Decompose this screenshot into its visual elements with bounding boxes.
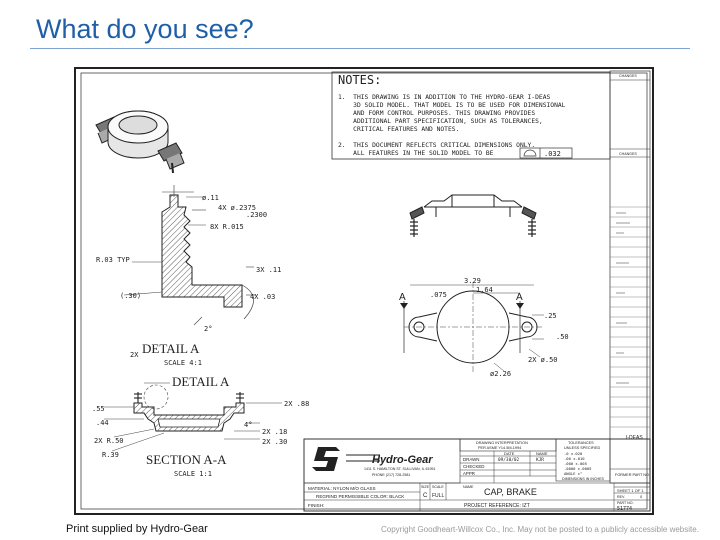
changes-label-top: CHANGES xyxy=(619,74,637,78)
dim-height-25: .25 xyxy=(544,312,557,320)
dim-width-329: 3.29 xyxy=(464,277,481,285)
print-credit: Print supplied by Hydro-Gear xyxy=(66,523,208,535)
section-title: SECTION A-A xyxy=(146,452,227,467)
tolerances-line-1: TOLERANCES xyxy=(568,441,594,445)
detail-a-title: DETAIL A xyxy=(142,341,200,356)
size-label: SIZE xyxy=(421,485,429,489)
notes-line-4: ADDITIONAL PART SPECIFICATION, SUCH AS TOLERANCES, xyxy=(338,118,543,125)
tolerances-line-2: UNLESS SPECIFIED xyxy=(564,446,601,450)
rev-label: REV. xyxy=(617,495,626,499)
scale-value: FULL xyxy=(432,493,445,499)
date-label: DATE xyxy=(504,451,515,456)
dim-four-x-03: 4X .03 xyxy=(250,293,276,301)
rev-value: 0 xyxy=(640,494,643,499)
checked-label: CHECKED xyxy=(463,464,485,469)
former-part-label: FORMER PART NO. xyxy=(615,473,651,477)
dim-radius-015: 8X R.015 xyxy=(210,223,244,231)
notes-line-2: 3D SOLID MODEL. THAT MODEL IS TO BE USED FOR DIMENSIONAL xyxy=(338,102,566,109)
dim-d44: .44 xyxy=(96,419,109,427)
slide-title: What do you see? xyxy=(36,14,254,44)
appr-label: APPR xyxy=(463,471,475,476)
dim-ang4: 4° xyxy=(244,421,253,429)
section-label-left: A xyxy=(399,292,406,303)
dim-ref-30: (.30) xyxy=(120,292,142,300)
dim-dia-2375: 4X ø.2375 xyxy=(218,204,256,212)
dim-offset-075: .075 xyxy=(430,291,447,299)
company-name: Hydro-Gear xyxy=(372,454,433,466)
material-text: MATERIAL: NYLON M/O GLASS xyxy=(308,486,376,491)
dim-d55: .55 xyxy=(92,405,105,413)
notes-heading: NOTES: xyxy=(338,73,382,87)
section-detail-callout: DETAIL A xyxy=(172,374,230,389)
dims-in-inches: DIMENSIONS IN INCHES xyxy=(562,477,604,481)
size-value: C xyxy=(423,493,428,499)
notes-line-3: AND FORM CONTROL PURPOSES. THIS DRAWING PROVIDES xyxy=(338,110,536,117)
detail-a-scale: SCALE 4:1 xyxy=(164,359,202,367)
part-no: 51774 xyxy=(617,506,633,512)
interpretation-line-2: PER ASME Y14.5M-1994 xyxy=(478,446,522,450)
drawn-date: 09/30/02 xyxy=(498,458,520,463)
dim-three-x-11: 3X .11 xyxy=(256,266,282,274)
dim-dia-2300: .2300 xyxy=(246,211,268,219)
dim-r50: 2X R.50 xyxy=(94,437,124,445)
engineering-drawing xyxy=(74,67,654,515)
notes-line-1: 1. THIS DRAWING IS IN ADDITION TO THE HYDRO-GEAR I-DEAS xyxy=(338,94,551,101)
interpretation-line-1: DRAWING INTERPRETATION xyxy=(476,441,528,445)
notes-line-6: 2. THIS DOCUMENT REFLECTS CRITICAL DIMENSIONS ONLY. xyxy=(338,142,536,149)
scale-label: SCALE xyxy=(432,485,444,489)
company-address-1: 1411 S. HAMILTON ST. SULLIVAN, IL 61951 xyxy=(364,467,436,471)
sheet-label: SHEET 1 OF 1 xyxy=(617,488,644,493)
dim-r39: R.39 xyxy=(102,451,119,459)
tolerance-row-3: .000 ±.005 xyxy=(564,461,587,466)
ideas-label: I-DEAS xyxy=(626,435,643,441)
drawn-name: KJR xyxy=(536,458,544,463)
tolerance-row-2: .00 ±.010 xyxy=(564,456,585,461)
section-scale: SCALE 1:1 xyxy=(174,470,212,478)
title-underline xyxy=(30,48,690,49)
detail-a-count: 2X xyxy=(130,351,139,359)
tolerance-row-1: .0 ±.020 xyxy=(564,451,583,456)
tolerance-row-5: ANGLE ±° xyxy=(564,471,583,476)
dim-hole-50: 2X ø.50 xyxy=(528,356,558,364)
dim-height-50: .50 xyxy=(556,333,569,341)
project-reference: PROJECT REFERENCE: IZT xyxy=(464,503,530,509)
copyright-notice: Copyright Goodheart-Willcox Co., Inc. May not be posted to a publicly accessible website. xyxy=(381,525,699,534)
dim-d18: 2X .18 xyxy=(262,428,288,436)
dim-angle-2: 2° xyxy=(204,325,213,333)
dim-d88: 2X .88 xyxy=(284,400,310,408)
name-label: NAME xyxy=(536,451,548,456)
company-address-2: PHONE (217) 728-2581 xyxy=(372,473,411,477)
notes-line-5: CRITICAL FEATURES AND NOTES. xyxy=(338,126,460,133)
regrind-text: REGRIND PERMISSIBLE COLOR: BLACK xyxy=(316,494,405,499)
dim-dia-11: ø.11 xyxy=(202,194,219,202)
part-name-label: NAME xyxy=(463,485,474,489)
changes-label-mid: CHANGES xyxy=(619,152,637,156)
dim-span-164: 1.64 xyxy=(476,286,493,294)
notes-line-7: ALL FEATURES IN THE SOLID MODEL TO BE xyxy=(338,150,494,157)
profile-tolerance-value: .032 xyxy=(544,150,561,158)
part-no-label: PART NO. xyxy=(617,501,634,505)
dim-dia-226: ø2.26 xyxy=(490,370,512,378)
dim-radius-03: R.03 TYP xyxy=(96,256,130,264)
dim-d30: 2X .30 xyxy=(262,438,288,446)
tolerance-row-4: .0000 ±.0005 xyxy=(564,466,592,471)
finish-text: FINISH: xyxy=(308,503,325,508)
drawn-label: DRAWN xyxy=(463,457,480,462)
part-name: CAP, BRAKE xyxy=(484,487,537,497)
section-label-right: A xyxy=(516,292,523,303)
